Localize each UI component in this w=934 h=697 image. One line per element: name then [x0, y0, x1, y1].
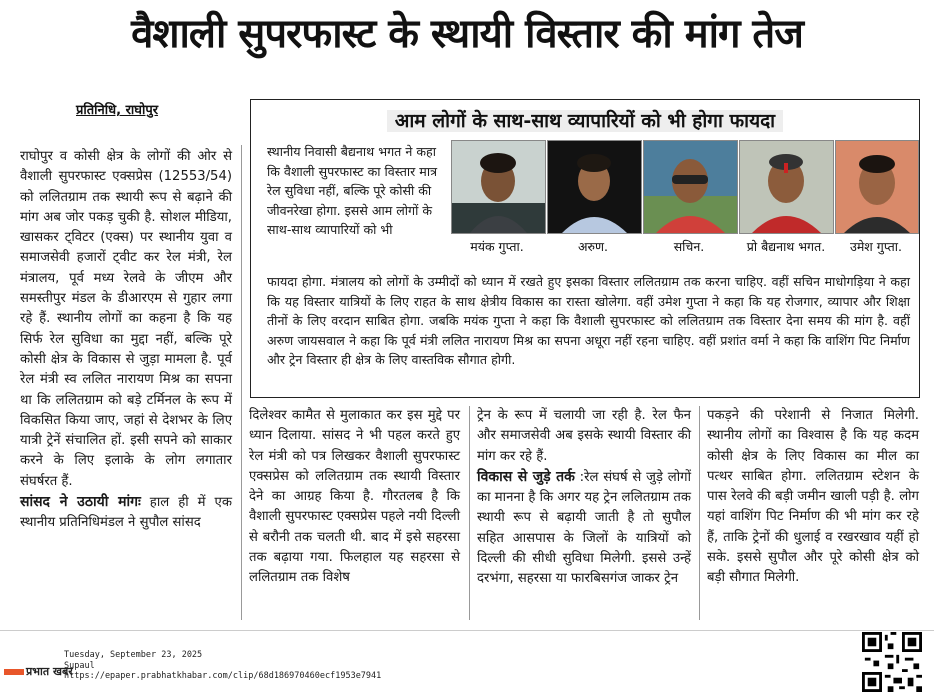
column-divider: [241, 145, 242, 620]
quotes-box: [250, 99, 920, 398]
article-column-4: [707, 406, 919, 589]
footer-divider: [0, 630, 934, 631]
qr-code-icon[interactable]: [862, 632, 922, 692]
column-3-paragraph-2: :रेल संघर्ष से जुड़े लोगों का मानना है कि अगर यह ट्रेन ललितग्राम तक स्थायी रूप से बढ़ायी जाती है तो सुपौल सहित आसपास के जिलों के यात्रियों को दिल्ली की सीधी सुविधा मिलेगी. इससे उन्हें दरभंगा, सहरसा या फारबिसगंज जाकर ट्रेन: [477, 469, 691, 587]
photo-umesh-gupta: [835, 140, 919, 234]
column-1-paragraph: राघोपुर व कोसी क्षेत्र के लोगों की ओर से वैशाली सुपरफास्ट एक्सप्रेस (12553/54) को ललितग्राम तक स्थायी रूप से बढ़ाने की मांग अब जोर पकड़ चुकी है. सोशल मीडिया, खासकर ट्विटर (एक्स) पर स्थानीय युवा व समाजसेवी हजारों ट्वीट कर रेल मंत्री, रेल मंत्रालय, पूर्व मध्य रेलवे के जीएम और समस्तीपुर मंडल के डीआरएम से गुहार लगा रहे हैं. स्थानीय लोगों का कहना है कि यह सिर्फ रेल सुविधा का मुद्दा नहीं, बल्कि पूरे कोसी क्षेत्र के विकास से जुड़ा मामला है. पूर्व रेल मंत्री स्व ललित नारायण मिश्र का सपना था कि ललितग्राम को बड़े टर्मिनल के रूप में विकसित किया जाए, जहां से देशभर के लिए यात्री ट्रेनें संचालित हों. इसी सपने को साकार करने के लिए इलाके के लोग लगातार संघर्षरत हैं.: [20, 149, 232, 489]
box-text-quotes: फायदा होगा. मंत्रालय को लोगों के उम्मीदों को ध्यान में रखते हुए इसका विस्तार ललितग्राम तक करना चाहिए. वहीं सचिन माधोगड़िया ने कहा कि यह विस्तार यात्रियों के लिए राहत के साथ क्षेत्रीय विकास का रास्ता खोलेगा. वहीं उमेश गुप्ता ने कहा कि यह रोजगार, व्यापार और शिक्षा तीनों के लिए वरदान साबित होगा. जबकि मयंक गुप्ता ने कहा कि वैशाली सुपरफास्ट को ललितग्राम तक विस्तार देना समय की मांग है. वहीं अरुण जायसवाल ने कहा कि पूर्व मंत्री ललित नारायण मिश्र का सपना अधूरा नहीं रहना चाहिए. वहीं प्रशांत वर्मा ने कहा कि वाशिंग पिट निर्माण और ट्रेन विस्तार ही क्षेत्र के लिए वास्तविक सौगात होगी.: [267, 274, 910, 368]
column-1-paragraph-2: हाल ही में एक स्थानीय प्रतिनिधिमंडल ने सुपौल सांसद: [20, 495, 232, 531]
box-title: आम लोगों के साथ-साथ व्यापारियों को भी होगा फायदा: [251, 107, 919, 133]
caption-mayank-gupta: मयंक गुप्ता.: [470, 239, 524, 254]
caption-sachin: सचिन.: [673, 239, 705, 254]
caption-baidyanath-bhagat: प्रो बैद्यनाथ भगत.: [746, 239, 826, 254]
article-column-3: [477, 406, 691, 590]
photo-mayank-gupta: [451, 140, 546, 234]
article-column-1: [20, 147, 232, 534]
article-column-2: [249, 406, 460, 589]
subhead-mp-demand: सांसद ने उठायी मांगः: [20, 494, 141, 511]
photo-sachin: [643, 140, 738, 234]
photo-baidyanath-bhagat: [739, 140, 834, 234]
clip-footer: [64, 650, 381, 682]
footer-edition: Supaul: [64, 660, 95, 671]
byline: प्रतिनिधि, राघोपुर: [76, 103, 159, 118]
caption-arun: अरुण.: [577, 239, 609, 254]
box-text-intro: स्थानीय निवासी बैद्यनाथ भगत ने कहा कि वैशाली सुपरफास्ट का विस्तार मात्र रेल सुविधा नहीं, बल्कि पूरे कोसी की जीवनरेखा होगा. इससे आम लोगों के साथ-साथ व्यापारियों को भी: [267, 144, 438, 238]
photo-arun: [547, 140, 642, 234]
logo-mark-icon: [4, 669, 24, 675]
headline: वैशाली सुपरफास्ट के स्थायी विस्तार की मांग तेज: [131, 11, 803, 57]
footer-date: Tuesday, September 23, 2025: [64, 650, 203, 660]
column-divider: [699, 406, 700, 620]
column-4-paragraph: पकड़ने की परेशानी से निजात मिलेगी. स्थानीय लोगों का विश्वास है कि यह कदम कोसी क्षेत्र के लिए विकास का मील का पत्थर साबित होगा. ललितग्राम स्टेशन के पास रेलवे की बड़ी जमीन खाली पड़ी है. लोग यहां वाशिंग पिट निर्माण की भी मांग कर रहे हैं, ताकि ट्रेनों की धुलाई व रखरखाव यहीं हो सके. इससे सुपौल और पूरे कोसी क्षेत्र को बड़ी सौगात मिलेगी.: [707, 408, 919, 586]
footer-url[interactable]: https://epaper.prabhatkhabar.com/clip/68d186970460ecf1953e7941: [64, 671, 382, 682]
column-3-paragraph: ट्रेन के रूप में चलायी जा रही है. रेल फैन और समाजसेवी अब इसके स्थायी विस्तार की मांग कर रहे हैं.: [477, 408, 691, 464]
subhead-development-arguments: विकास से जुड़े तर्क: [477, 468, 575, 485]
column-2-paragraph: दिलेश्वर कामैत से मुलाकात कर इस मुद्दे पर ध्यान दिलाया. सांसद ने भी पहल करते हुए रेल मंत्री को पत्र लिखकर वैशाली सुपरफास्ट एक्सप्रेस को ललितग्राम तक स्थायी विस्तार देने का आग्रह किया है. गौरतलब है कि वैशाली सुपरफास्ट एक्सप्रेस पहले नयी दिल्ली से बरौनी तक चलती थी. बाद में इसे सहरसा तक बढ़ाया गया. फिलहाल यह सहरसा से ललितग्राम तक विशेष: [249, 408, 460, 586]
publisher-logo: प्रभात खबर: [4, 664, 73, 679]
column-divider: [469, 406, 470, 620]
caption-umesh-gupta: उमेश गुप्ता.: [849, 239, 903, 254]
